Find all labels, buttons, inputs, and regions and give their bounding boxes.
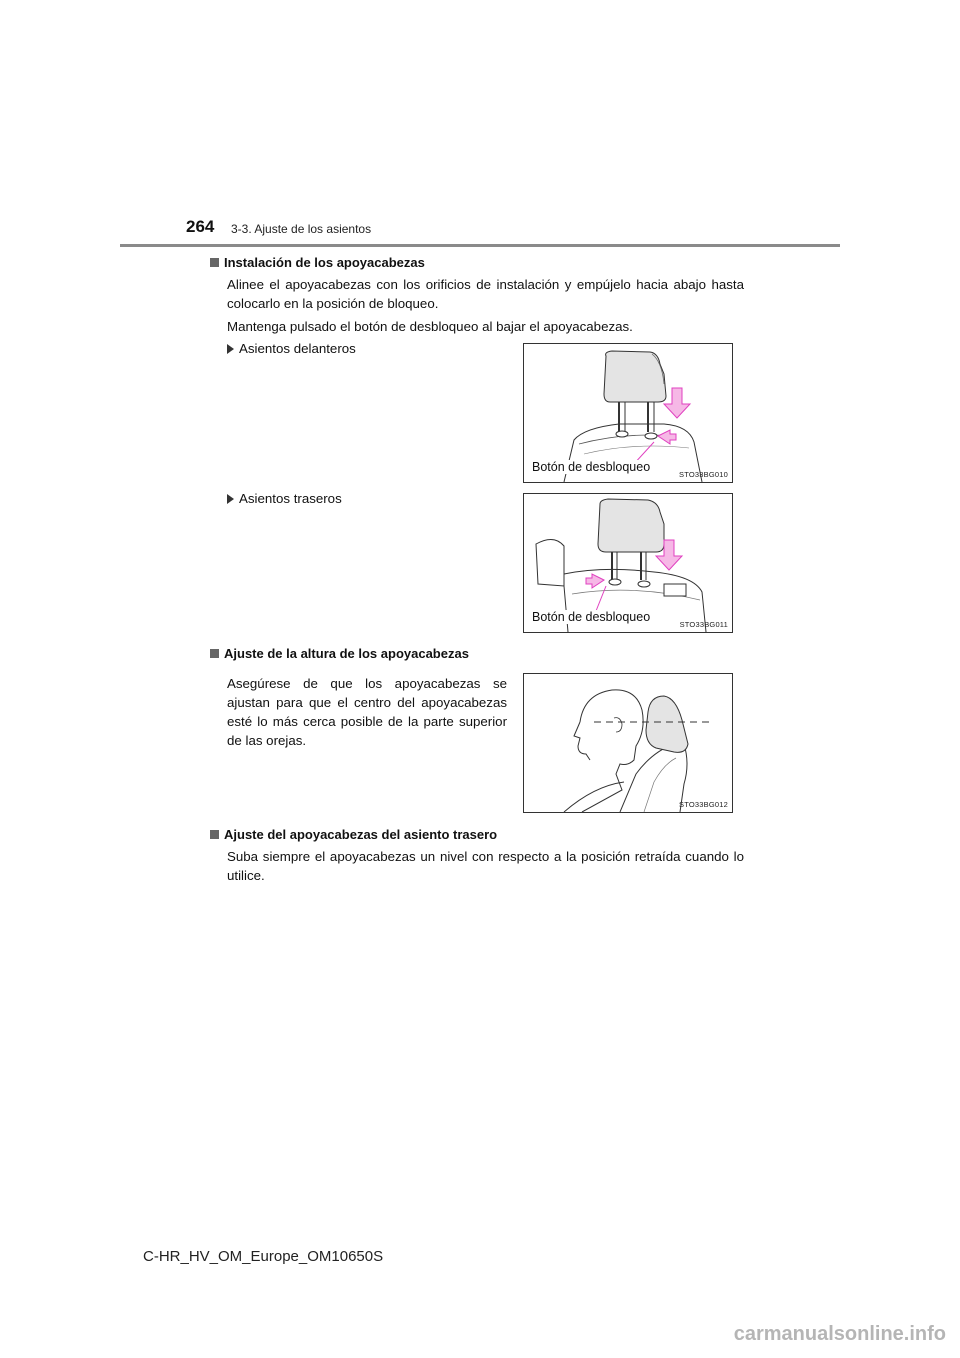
install-heading	[210, 255, 425, 270]
install-heading-text: Instalación de los apoyacabezas	[224, 255, 425, 270]
figure-3-code: STO33BG012	[679, 800, 728, 809]
figure-1-label: Botón de desbloqueo	[532, 460, 651, 474]
section-title: 3-3. Ajuste de los asientos	[231, 222, 372, 236]
figure-1-code: STO33BG010	[679, 470, 728, 479]
figure-2-label: Botón de desbloqueo	[532, 610, 651, 624]
figure-2-code: STO33BG011	[679, 620, 728, 629]
header-rule	[120, 244, 840, 247]
rear-seats-label: Asientos traseros	[239, 491, 342, 506]
height-heading	[210, 646, 469, 661]
watermark[interactable]: carmanualsonline.info	[733, 1323, 946, 1345]
page-number: 264	[186, 217, 215, 236]
install-paragraph-2: Mantenga pulsado el botón de desbloqueo al bajar el apoyacabezas.	[227, 319, 633, 334]
height-paragraph: Asegúrese de que los apoyacabezas se ajustan para que el centro del apoyacabezas esté lo más cerca posible de la parte superior de las orejas.	[227, 676, 507, 748]
square-bullet-icon	[210, 649, 219, 658]
rear-adjust-heading-text: Ajuste del apoyacabezas del asiento trasero	[224, 827, 498, 842]
rear-adjust-paragraph: Suba siempre el apoyacabezas un nivel con respecto a la posición retraída cuando lo utilice.	[227, 849, 744, 883]
front-seats-label: Asientos delanteros	[239, 341, 356, 356]
figure-headrest-height	[523, 673, 733, 813]
footer-doc-id: C-HR_HV_OM_Europe_OM10650S	[143, 1248, 384, 1265]
square-bullet-icon	[210, 258, 219, 267]
rear-seats-bullet	[227, 491, 342, 506]
figure-rear-headrest	[523, 493, 733, 633]
install-paragraph-1: Alinee el apoyacabezas con los orificios de instalación y empújelo hacia abajo hasta colocarlo en la posición de bloqueo.	[227, 277, 744, 311]
triangle-bullet-icon	[227, 494, 234, 504]
front-seats-bullet	[227, 341, 356, 356]
head-profile-illustration	[524, 674, 732, 812]
square-bullet-icon	[210, 830, 219, 839]
triangle-bullet-icon	[227, 344, 234, 354]
height-heading-text: Ajuste de la altura de los apoyacabezas	[224, 646, 469, 661]
figure-front-headrest	[523, 343, 733, 483]
rear-adjust-heading	[210, 827, 497, 842]
